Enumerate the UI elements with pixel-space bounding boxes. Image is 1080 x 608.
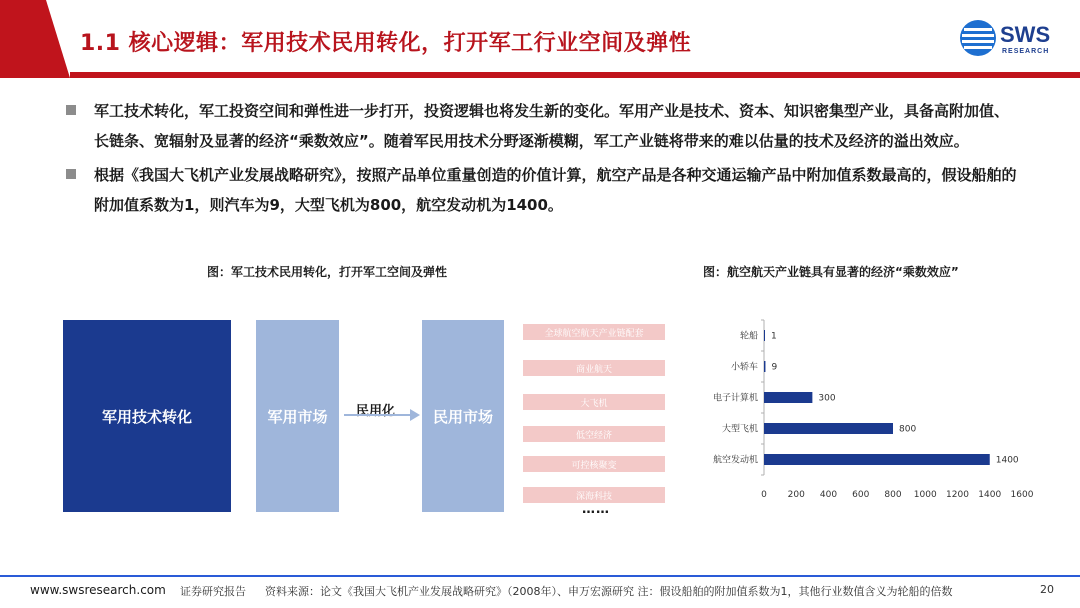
arrow-label-civilianization: 民用化	[356, 404, 396, 419]
multiplier-bar-chart	[690, 312, 1050, 502]
footer-source-note: 资料来源：论文《我国大飞机产业发展战略研究》（2008年）、申万宏源研究 注：假设船舶的附加值系数为1，其他行业数值含义为轮船的倍数	[265, 585, 953, 598]
x-tick-label: 800	[884, 490, 902, 500]
category-label: 轮船	[739, 331, 758, 342]
page-number: 20	[1040, 583, 1054, 596]
bar	[764, 330, 765, 341]
caption-left: 图：军工技术民用转化，打开军工空间及弹性	[207, 265, 448, 279]
data-label: 1400	[995, 455, 1019, 466]
header-red-shape	[0, 0, 70, 82]
x-tick-label: 200	[787, 490, 805, 500]
bullet-item	[62, 160, 1022, 220]
logo-text: SWS	[1000, 22, 1051, 47]
bullet-item	[62, 96, 1022, 156]
footer-report-type: 证券研究报告	[180, 585, 246, 598]
data-label: 800	[899, 424, 917, 435]
footer-url-link[interactable]: www.swsresearch.com	[30, 583, 166, 597]
list-item: 大飞机	[523, 394, 665, 410]
list-item: 深海科技	[523, 487, 665, 503]
caption-right: 图：航空航天产业链具有显著的经济“乘数效应”	[703, 265, 959, 279]
bullet-square-icon	[66, 105, 76, 115]
box-military-tech-transfer: 军用技术转化	[63, 320, 231, 512]
bar	[764, 423, 893, 434]
page-title: 1.1 核心逻辑：军用技术民用转化，打开军工行业空间及弹性	[80, 31, 692, 56]
x-tick-label: 1000	[913, 490, 937, 500]
list-item: 可控核聚变	[523, 456, 665, 472]
x-tick-label: 600	[852, 490, 870, 500]
box-military-market: 军用市场	[256, 320, 339, 512]
bar	[764, 361, 765, 372]
logo-subtext: RESEARCH	[1002, 48, 1050, 55]
x-tick-label: 1200	[946, 490, 969, 500]
category-label: 航空发动机	[712, 455, 758, 466]
x-tick-label: 400	[819, 490, 838, 500]
category-label: 小轿车	[730, 362, 758, 373]
bullet-text: 根据《我国大飞机产业发展战略研究》，按照产品单位重量创造的价值计算，航空产品是各种交通运输产品中附加值系数最高的，假设船舶的附加值系数为1，则汽车为9，大型飞机为800，航空发动机为1400。	[94, 166, 1017, 214]
arrow-right-icon	[344, 407, 420, 423]
data-label: 300	[818, 393, 836, 404]
x-tick-label: 0	[761, 490, 767, 500]
bar	[764, 454, 990, 465]
bullet-text: 军工技术转化，军工投资空间和弹性进一步打开，投资逻辑也将发生新的变化。军用产业是技术、资本、知识密集型产业，具备高附加值、长链条、宽辐射及显著的经济“乘数效应”。随着军民用技术分野逐渐模糊，军工产业链将带来的难以估量的技术及经济的溢出效应。	[94, 102, 1010, 150]
x-tick-label: 1400	[978, 490, 1002, 500]
more-ellipsis: ……	[582, 502, 610, 517]
sws-globe-icon	[958, 18, 998, 58]
sws-logo	[958, 18, 1058, 62]
bar	[764, 392, 812, 403]
box-civilian-market: 民用市场	[422, 320, 504, 512]
list-item: 商业航天	[523, 360, 665, 376]
category-label: 大型飞机	[721, 424, 758, 435]
list-item: 低空经济	[523, 426, 665, 442]
data-label: 1	[771, 331, 777, 342]
bullet-list	[62, 96, 1022, 224]
bullet-square-icon	[66, 169, 76, 179]
slide-header	[0, 0, 1080, 80]
data-label: 9	[771, 362, 778, 373]
footer-divider	[0, 575, 1080, 577]
category-label: 电子计算机	[712, 393, 758, 404]
header-divider	[70, 72, 1080, 78]
x-tick-label: 1600	[1010, 490, 1034, 500]
list-item: 全球航空航天产业链配套	[523, 324, 665, 340]
